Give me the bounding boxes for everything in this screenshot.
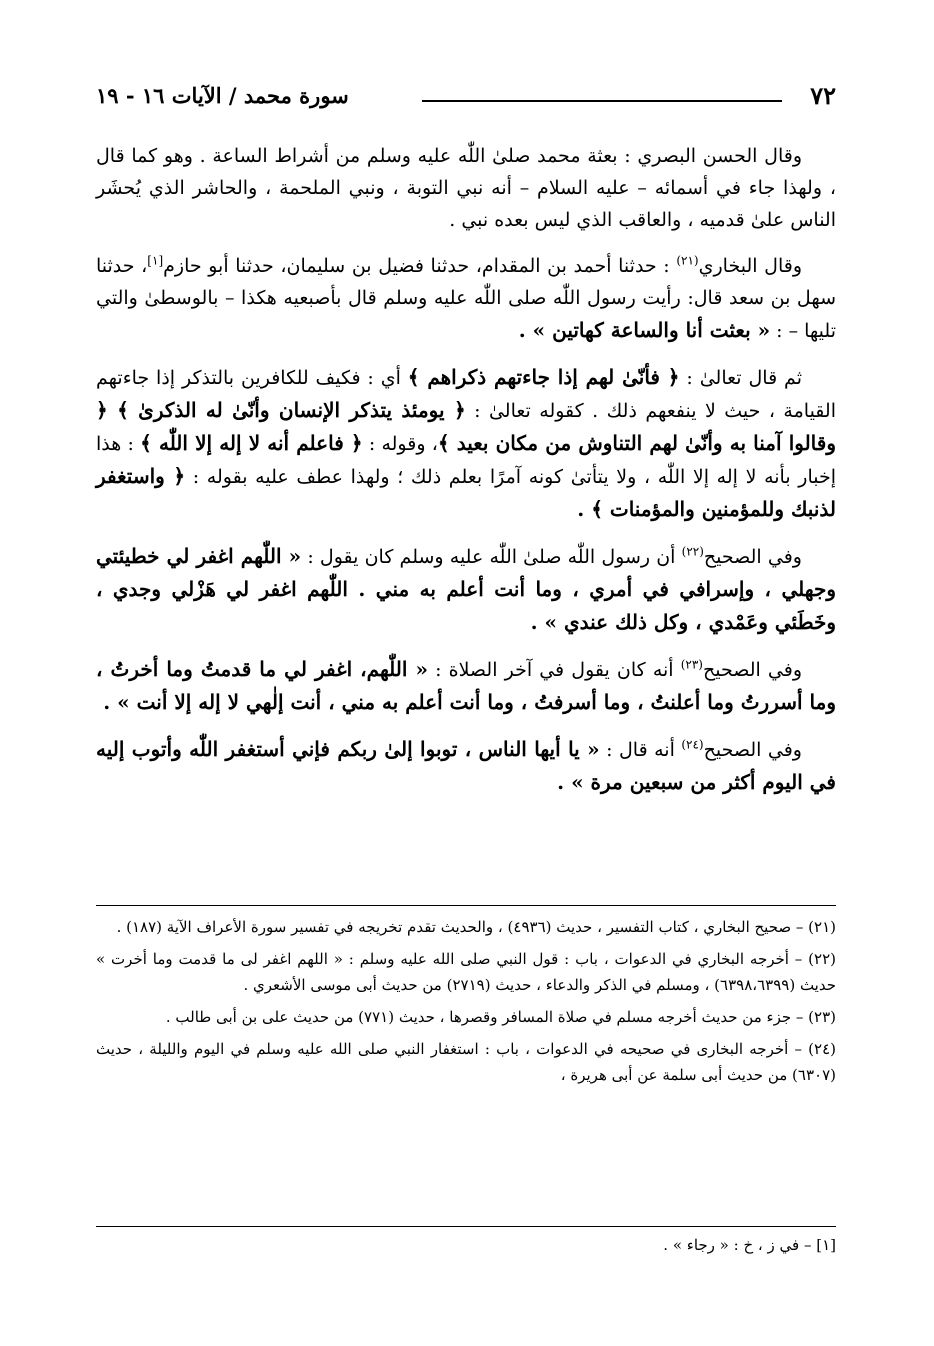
main-text <box>96 140 836 813</box>
footnote-23: (٢٣) – جزء من حديث أخرجه مسلم في صلاة المسافر وقصرها ، حديث (٧٧١) من حديث على بن أبى طالب . <box>165 1008 836 1026</box>
variant-divider <box>96 1226 836 1227</box>
running-title: سورة محمد / الآيات ١٦ - ١٩ <box>96 82 349 108</box>
hadith-quote: « بعثت أنا والساعة كهاتين » . <box>518 318 771 342</box>
footnote-24: (٢٤) – أخرجه البخارى في صحيحه في الدعوات ، باب : استغفار النبي صلى الله عليه وسلم في اليوم والليلة ، حديث (٦٣٠٧) من حديث أبى سلمة عن أبى هريرة ، <box>96 1040 836 1084</box>
paragraph-6: وفي الصحيح$^{(٢٤)}$ أنه قال : « يا أيها الناس ، توبوا إلىٰ ربكم فإني أستغفر اللّٰه وأتوب إليه في اليوم أكثر من سبعين مرة » . <box>96 737 836 794</box>
quran-verse: ﴿ واستغفر لذنبك وللمؤمنين والمؤمنات ﴾ . <box>96 464 836 521</box>
footnote-ref-22[interactable]: (٢٢) <box>681 544 704 559</box>
paragraph-1: وقال الحسن البصري : بعثة محمد صلىٰ اللّٰه عليه وسلم من أشراط الساعة . وهو كما قال ، ولهذا جاء في أسمائه – عليه السلام – أنه نبي التوبة ، ونبي الملحمة ، والحاشر الذي يُحشَر الناس علىٰ قدميه ، والعاقب الذي ليس بعده نبي . <box>96 145 836 231</box>
paragraph-5: وفي الصحيح$^{(٢٣)}$ أنه كان يقول في آخر الصلاة : « اللّٰهم، اغفر لي ما قدمتُ وما أخرتُ ، وما أسررتُ وما أعلنتُ ، وما أسرفتُ ، وما أنت أعلم به مني ، أنت إلٰهي لا إله إلا أنت » . <box>96 657 836 714</box>
paragraph-2: وقال البخاري$^{(٢١)}$ : حدثنا أحمد بن المقدام، حدثنا فضيل بن سليمان، حدثنا أبو حازم[١]، حدثنا سهل بن سعد قال: رأيت رسول اللّٰه صلى اللّٰه عليه وسلم قال بأصبعيه هكذا – بالوسطىٰ والتي تليها – : « بعثت أنا والساعة كهاتين » . <box>96 253 836 342</box>
footnote-22: (٢٢) – أخرجه البخاري في الدعوات ، باب : قول النبي صلى الله عليه وسلم : « اللهم اغفر لى ما قدمت وما أخرت » حديث (٦٣٩٨،٦٣٩٩) ، ومسلم في الذكر والدعاء ، حديث (٢٧١٩) من حديث أبى موسى الأشعري . <box>96 950 836 994</box>
variant-note: [١] – في ز ، خ : « رجاء » . <box>663 1236 836 1254</box>
footnote-21: (٢١) – صحيح البخاري ، كتاب التفسير ، حديث (٤٩٣٦) ، والحديث تقدم تخريجه في تفسير سورة الأعراف الآية (١٨٧) . <box>116 918 836 936</box>
footnote-ref-24[interactable]: (٢٤) <box>681 737 704 752</box>
footnotes-divider <box>96 905 836 906</box>
paragraph-4: وفي الصحيح$^{(٢٢)}$ أن رسول اللّٰه صلىٰ اللّٰه عليه وسلم كان يقول : « اللّٰهم اغفر لي خطيئتي وجهلي ، وإسرافي في أمري ، وما أنت أعلم به مني . اللّٰهم اغفر لي هَزْلي وجدي ، وخَطَئي وعَمْدي ، وكل ذلك عندي » . <box>96 544 836 634</box>
paragraph-3: ثم قال تعالىٰ : ﴿ فأنّىٰ لهم إذا جاءتهم ذكراهم ﴾ أي : فكيف للكافرين بالتذكر إذا جاءتهم القيامة ، حيث لا ينفعهم ذلك . كقوله تعالىٰ : ﴿ يومئذ يتذكر الإنسان وأنّىٰ له الذكرىٰ ﴾ ﴿ وقالوا آمنا به وأنّىٰ لهم التناوش من مكان بعيد ﴾، وقوله : ﴿ فاعلم أنه لا إله إلا اللّٰه ﴾ : هذا إخبار بأنه لا إله إلا اللّٰه ، ولا يتأتىٰ كونه آمرًا بعلم ذلك ؛ ولهذا عطف عليه بقوله : ﴿ واستغفر لذنبك وللمؤمنين والمؤمنات ﴾ . <box>96 365 836 521</box>
quran-verse: ﴿ فأنّىٰ لهم إذا جاءتهم ذكراهم ﴾ <box>407 365 680 389</box>
quran-verse: ﴿ فاعلم أنه لا إله إلا اللّٰه ﴾ <box>140 431 363 455</box>
footnotes <box>96 914 836 1094</box>
page-number: ٧٢ <box>810 80 836 110</box>
footnote-ref-23[interactable]: (٢٣) <box>680 657 703 672</box>
hadith-quote: « اللّٰهم اغفر لي خطيئتي وجهلي ، وإسرافي في أمري ، وما أنت أعلم به مني . اللّٰهم اغفر لي هَزْلي وجدي ، وخَطَئي وعَمْدي ، وكل ذلك عندي » . <box>96 544 836 634</box>
footnote-ref-21[interactable]: (٢١) <box>676 253 699 268</box>
header-rule <box>422 100 782 102</box>
quran-verse: ﴿ يومئذ يتذكر الإنسان وأنّىٰ له الذكرىٰ ﴾ ﴿ وقالوا آمنا به وأنّىٰ لهم التناوش من مكان بعيد ﴾ <box>96 398 836 455</box>
variant-ref-1[interactable]: [١] <box>147 253 164 268</box>
hadith-quote: « اللّٰهم، اغفر لي ما قدمتُ وما أخرتُ ، وما أسررتُ وما أعلنتُ ، وما أسرفتُ ، وما أنت أعلم به مني ، أنت إلٰهي لا إله إلا أنت » . <box>96 657 836 714</box>
page-header <box>96 78 836 112</box>
hadith-quote: « يا أيها الناس ، توبوا إلىٰ ربكم فإني أستغفر اللّٰه وأتوب إليه في اليوم أكثر من سبعين مرة » . <box>96 737 836 794</box>
